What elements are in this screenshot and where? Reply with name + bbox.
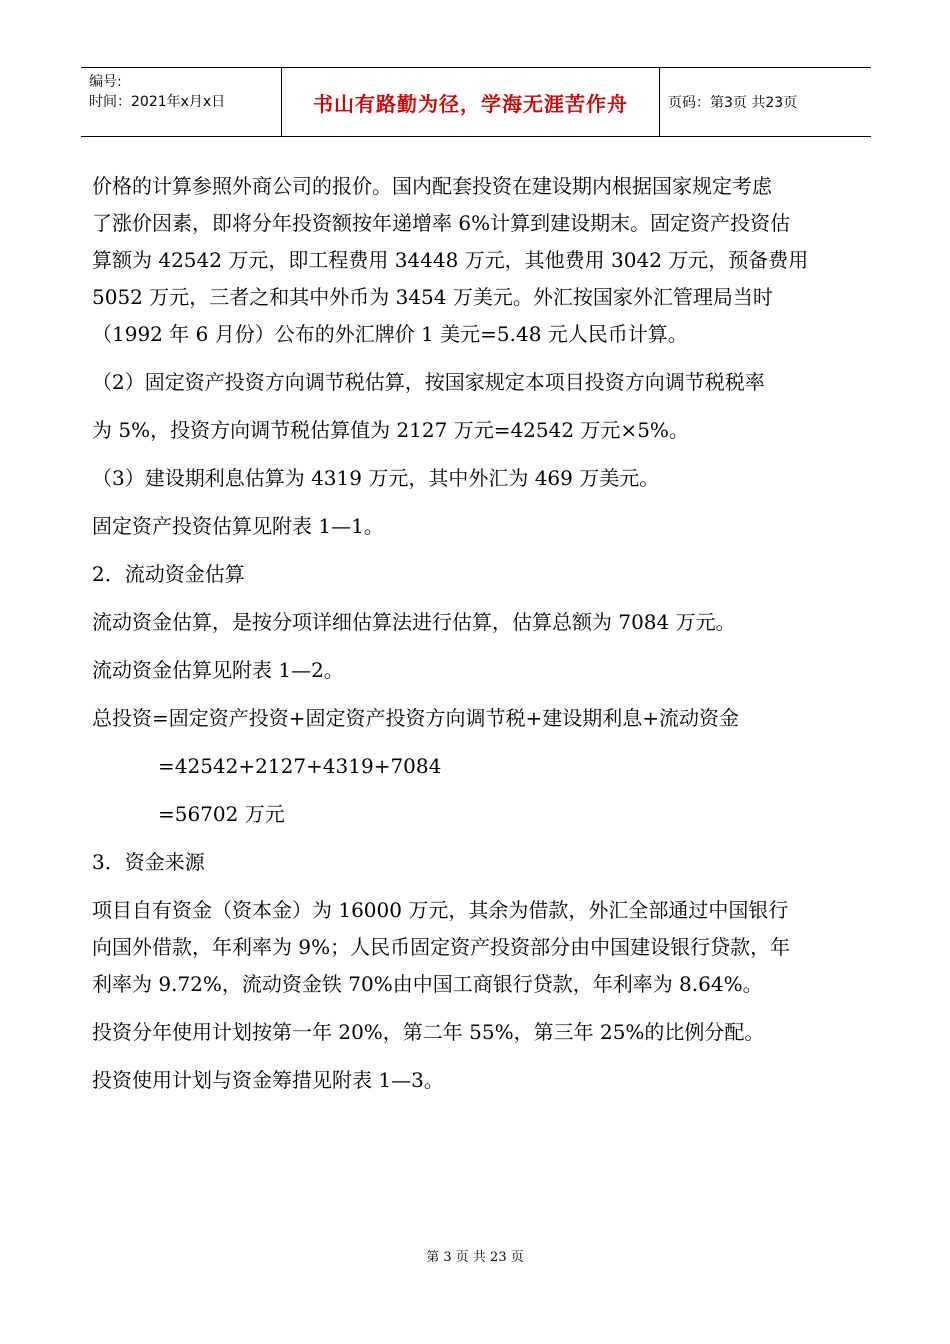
paragraph-line: 向国外借款，年利率为 9%；人民币固定资产投资部分由中国建设银行贷款，年 — [92, 935, 791, 959]
paragraph-line: 利率为 9.72%，流动资金铁 70%由中国工商银行贷款，年利率为 8.64%。 — [92, 972, 763, 996]
paragraph-line: 流动资金估算见附表 1—2。 — [92, 658, 344, 682]
paragraph-line: 5052 万元，三者之和其中外币为 3454 万美元。外汇按国家外汇管理局当时 — [92, 285, 773, 309]
paragraph-line: （2）固定资产投资方向调节税估算，按国家规定本项目投资方向调节税税率 — [92, 370, 765, 394]
section-heading: 2．流动资金估算 — [92, 562, 245, 586]
paragraph-line: 投资分年使用计划按第一年 20%，第二年 55%，第三年 25%的比例分配。 — [92, 1020, 765, 1044]
paragraph-line: 为 5%，投资方向调节税估算值为 2127 万元=42542 万元×5%。 — [92, 418, 689, 442]
paragraph-line: 流动资金估算，是按分项详细估算法进行估算，估算总额为 7084 万元。 — [92, 610, 736, 634]
paragraph-line: 投资使用计划与资金筹措见附表 1—3。 — [92, 1068, 444, 1092]
paragraph-line: 价格的计算参照外商公司的报价。国内配套投资在建设期内根据国家规定考虑 — [92, 174, 772, 198]
paragraph-line: 项目自有资金（资本金）为 16000 万元，其余为借款，外汇全部通过中国银行 — [92, 898, 789, 922]
paragraph-line: 了涨价因素，即将分年投资额按年递增率 6%计算到建设期末。固定资产投资估 — [92, 211, 791, 235]
section-heading: 3．资金来源 — [92, 850, 205, 874]
header-page-info: 页码：第3页 共23页 — [668, 95, 798, 111]
formula-line: 总投资=固定资产投资+固定资产投资方向调节税+建设期利息+流动资金 — [92, 706, 740, 730]
formula-result: =56702 万元 — [158, 802, 285, 826]
paragraph-line: （1992 年 6 月份）公布的外汇牌价 1 美元=5.48 元人民币计算。 — [92, 322, 688, 346]
formula-line: =42542+2127+4319+7084 — [158, 754, 442, 778]
paragraph-line: （3）建设期利息估算为 4319 万元，其中外汇为 469 万美元。 — [92, 466, 660, 490]
page-footer: 第 3 页 共 23 页 — [426, 1250, 524, 1265]
paragraph-line: 算额为 42542 万元，即工程费用 34448 万元，其他费用 3042 万元，预备费用 — [92, 248, 809, 272]
document-number-label: 编号: — [89, 74, 122, 90]
header-motto: 书山有路勤为径，学海无涯苦作舟 — [282, 68, 660, 136]
page-header — [81, 67, 871, 137]
header-meta — [81, 68, 282, 136]
paragraph-line: 固定资产投资估算见附表 1—1。 — [92, 514, 384, 538]
document-date: 时间：2021年x月x日 — [89, 94, 226, 110]
